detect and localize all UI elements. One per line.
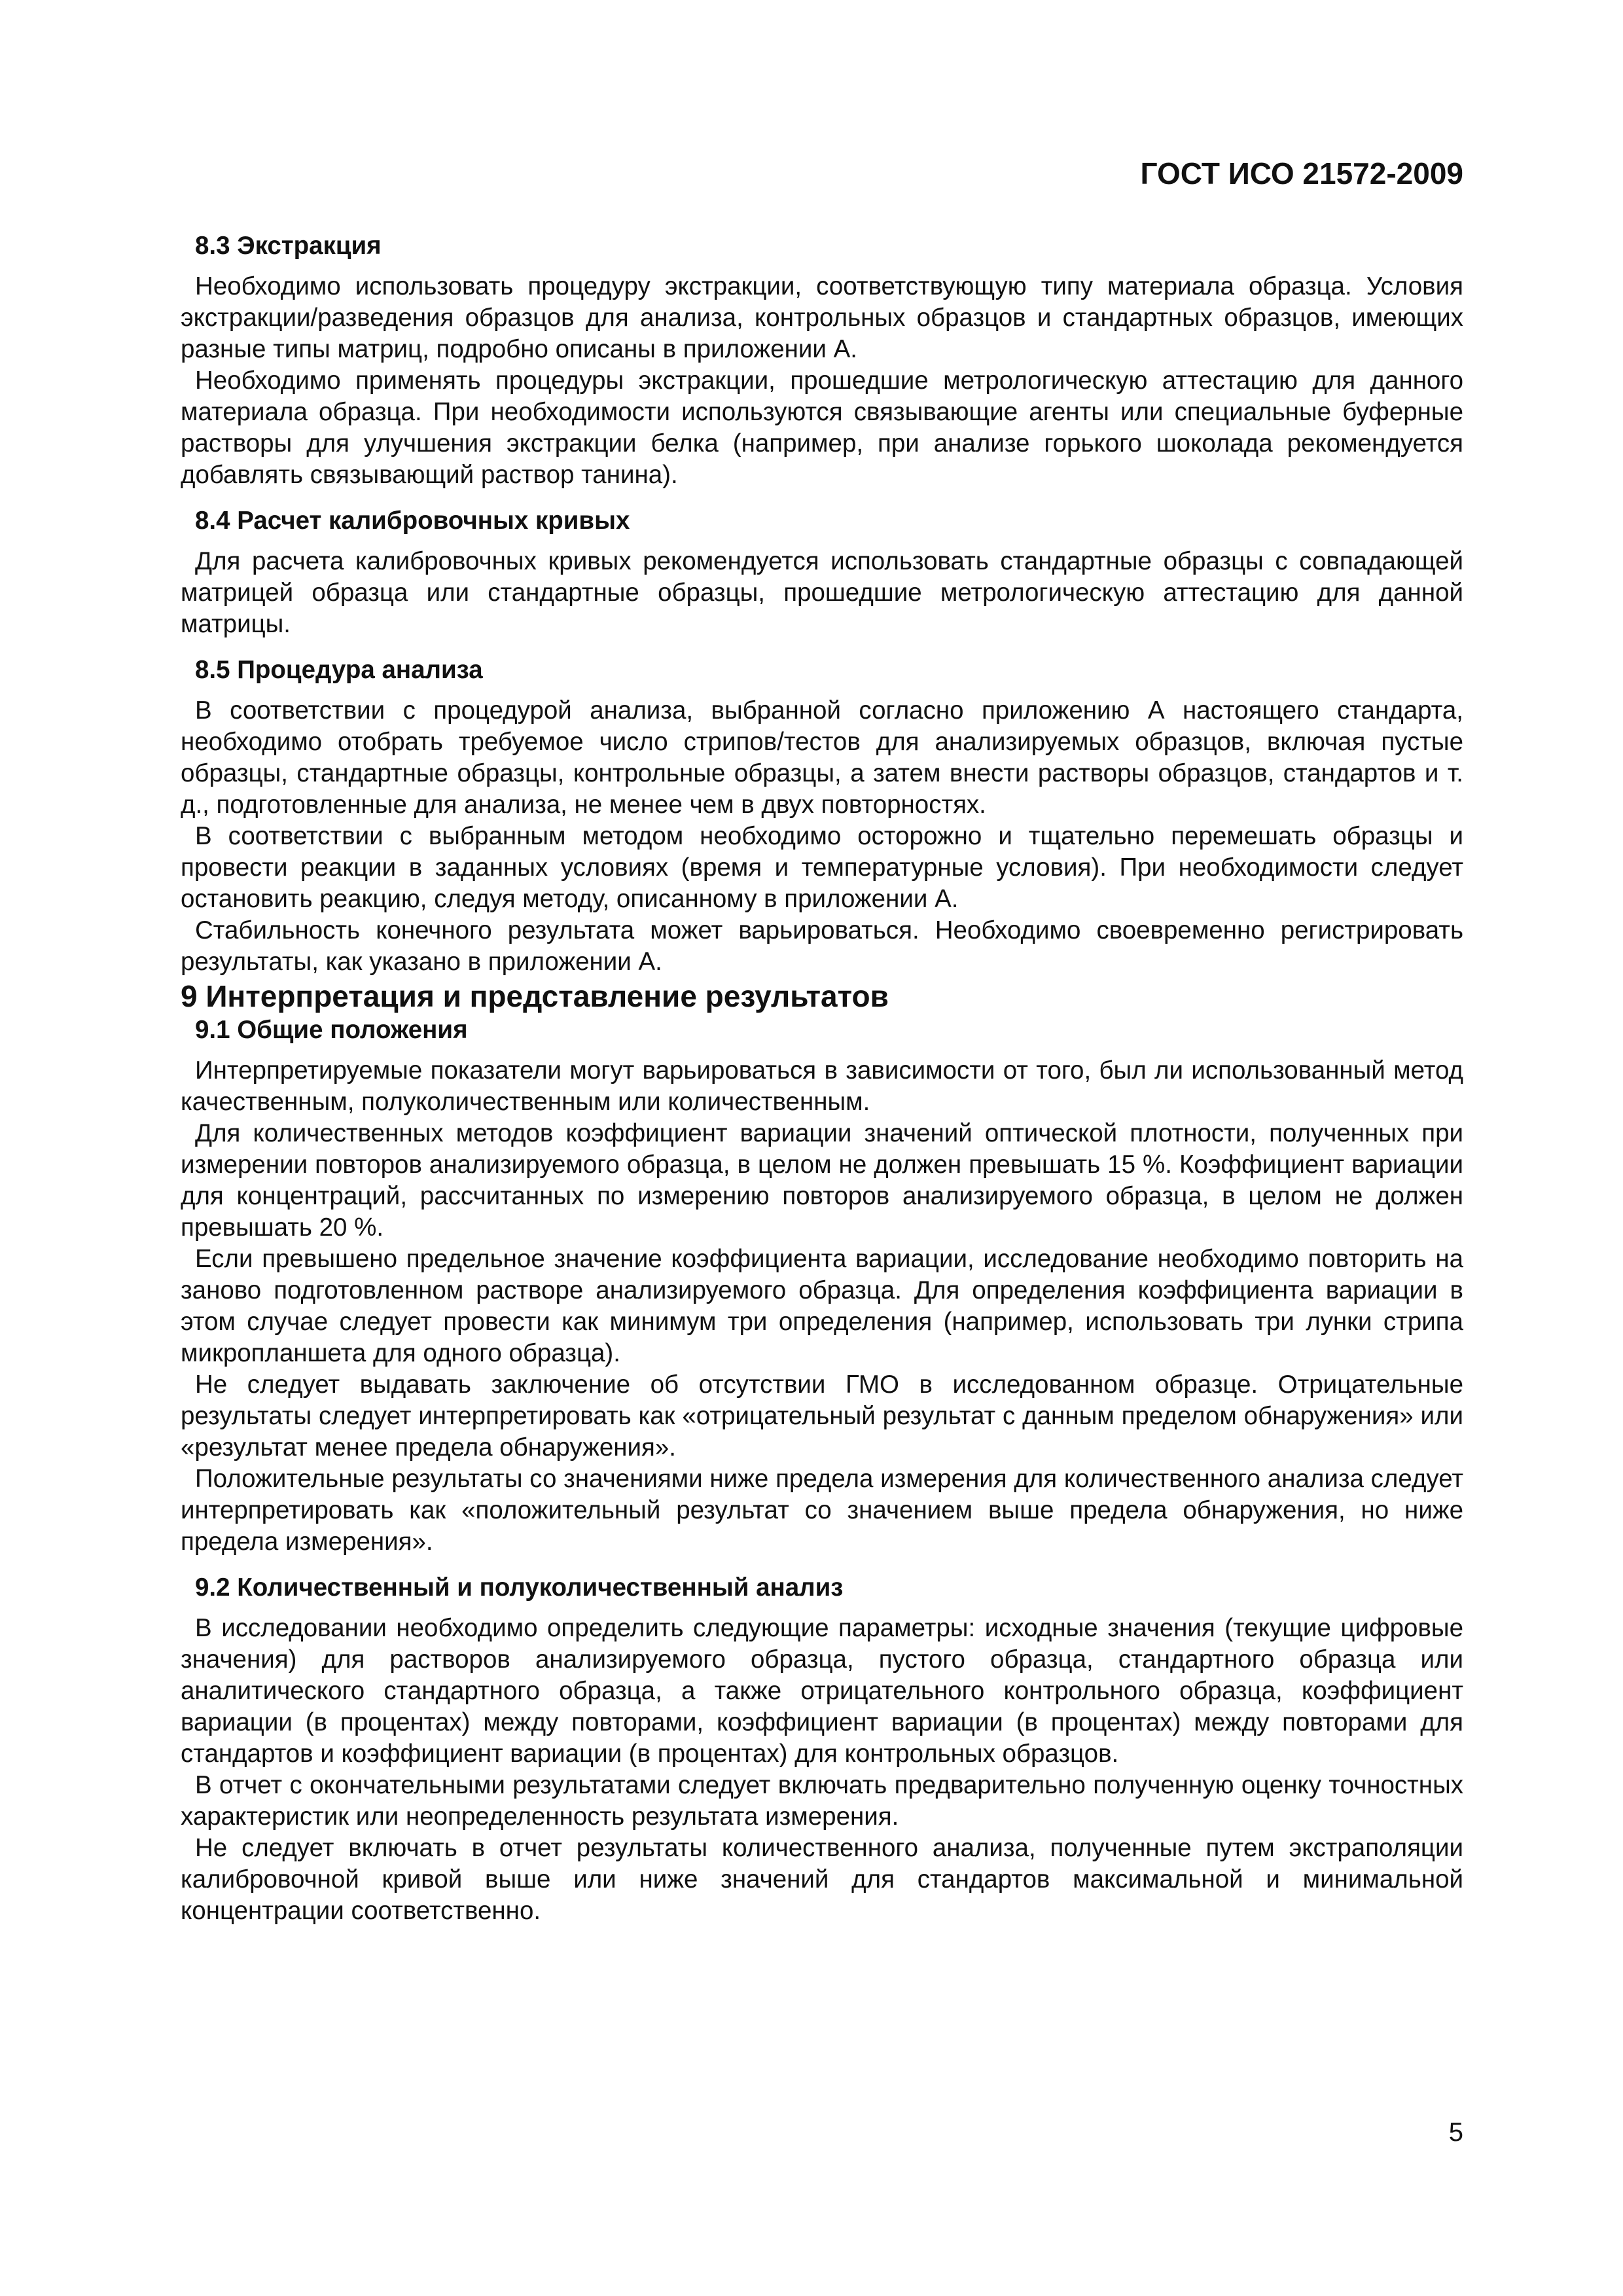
paragraph: Необходимо применять процедуры экстракции, прошедшие метрологическую аттестацию для данного материала образца. При необходимости используются связывающие агенты или специальные буферные растворы для улучшения экстракции белка (например, при анализе горького шоколада рекомендуется добавлять связывающий раствор танина). [181, 367, 1463, 489]
document-body [181, 230, 1463, 1927]
paragraph: Стабильность конечного результата может варьироваться. Необходимо своевременно регистрировать результаты, как указано в приложении А. [181, 916, 1463, 976]
paragraph: В отчет с окончательными результатами следует включать предварительно полученную оценку точностных характеристик или неопределенность результата измерения. [181, 1771, 1463, 1831]
section-8-4 [181, 505, 1463, 640]
paragraph: Для количественных методов коэффициент вариации значений оптической плотности, полученных при измерении повторов анализируемого образца, в целом не должен превышать 15 %. Коэффициент вариации для концентраций, рассчитанных по измерению повторов анализируемого образца, в целом не должен превышать 20 %. [181, 1119, 1463, 1242]
section-heading: 8.4 Расчет калибровочных кривых [195, 507, 630, 535]
section-heading: 9.1 Общие положения [195, 1016, 468, 1044]
paragraph: Необходимо использовать процедуру экстракции, соответствующую типу материала образца. Условия экстракции/разведения образцов для анализа, контрольных образцов и стандартных образцов, имеющих разные типы матриц, подробно описаны в приложении А. [181, 272, 1463, 363]
section-8-5 [181, 655, 1463, 978]
section-9-1 [181, 1014, 1463, 1558]
paragraph: Положительные результаты со значениями ниже предела измерения для количественного анализа следует интерпретировать как «положительный результат со значением выше предела обнаружения, но ниже предела измерения». [181, 1465, 1463, 1556]
paragraph: В соответствии с процедурой анализа, выбранной согласно приложению А настоящего стандарта, необходимо отобрать требуемое число стрипов/тестов для анализируемых образцов, включая пустые образцы, стандартные образцы, контрольные образцы, а затем внести растворы образцов, стандартов и т. д., подготовленные для анализа, не менее чем в двух повторностях. [181, 696, 1463, 819]
section-heading: 8.3 Экстракция [195, 232, 382, 260]
section-8-3 [181, 230, 1463, 491]
paragraph: Для расчета калибровочных кривых рекомендуется использовать стандартные образцы с совпадающей матрицей образца или стандартные образцы, прошедшие метрологическую аттестацию для данной матрицы. [181, 547, 1463, 638]
paragraph: Не следует выдавать заключение об отсутствии ГМО в исследованном образце. Отрицательные результаты следует интерпретировать как «отрицательный результат с данным пределом обнаружения» или «результат менее предела обнаружения». [181, 1371, 1463, 1462]
section-heading: 9.2 Количественный и полуколичественный анализ [195, 1573, 844, 1602]
section-9-2 [181, 1572, 1463, 1927]
paragraph: В соответствии с выбранным методом необходимо осторожно и тщательно перемешать образцы и провести реакции в заданных условиях (время и температурные условия). При необходимости следует остановить реакцию, следуя методу, описанному в приложении А. [181, 822, 1463, 913]
paragraph: Если превышено предельное значение коэффициента вариации, исследование необходимо повторить на заново подготовленном растворе анализируемого образца. Для определения коэффициента вариации в этом случае следует провести как минимум три определения (например, использовать три лунки стрипа микропланшета для одного образца). [181, 1245, 1463, 1367]
page-number: 5 [1448, 2118, 1463, 2147]
paragraph: В исследовании необходимо определить следующие параметры: исходные значения (текущие цифровые значения) для растворов анализируемого образца, пустого образца, стандартного образца или аналитического стандартного образца, а также отрицательного контрольного образца, коэффициент вариации (в процентах) между повторами, коэффициент вариации (в процентах) между повторами для стандартов и коэффициент вариации (в процентах) для контрольных образцов. [181, 1614, 1463, 1768]
paragraph: Не следует включать в отчет результаты количественного анализа, полученные путем экстраполяции калибровочной кривой выше или ниже значений для стандартов максимальной и минимальной концентрации соответственно. [181, 1834, 1463, 1925]
standard-code: ГОСТ ИСО 21572-2009 [1140, 156, 1463, 190]
section-heading: 8.5 Процедура анализа [195, 656, 483, 684]
paragraph: Интерпретируемые показатели могут варьироваться в зависимости от того, был ли использованный метод качественным, полуколичественным или количественным. [181, 1056, 1463, 1116]
chapter-heading-9: 9 Интерпретация и представление результатов [181, 979, 889, 1013]
